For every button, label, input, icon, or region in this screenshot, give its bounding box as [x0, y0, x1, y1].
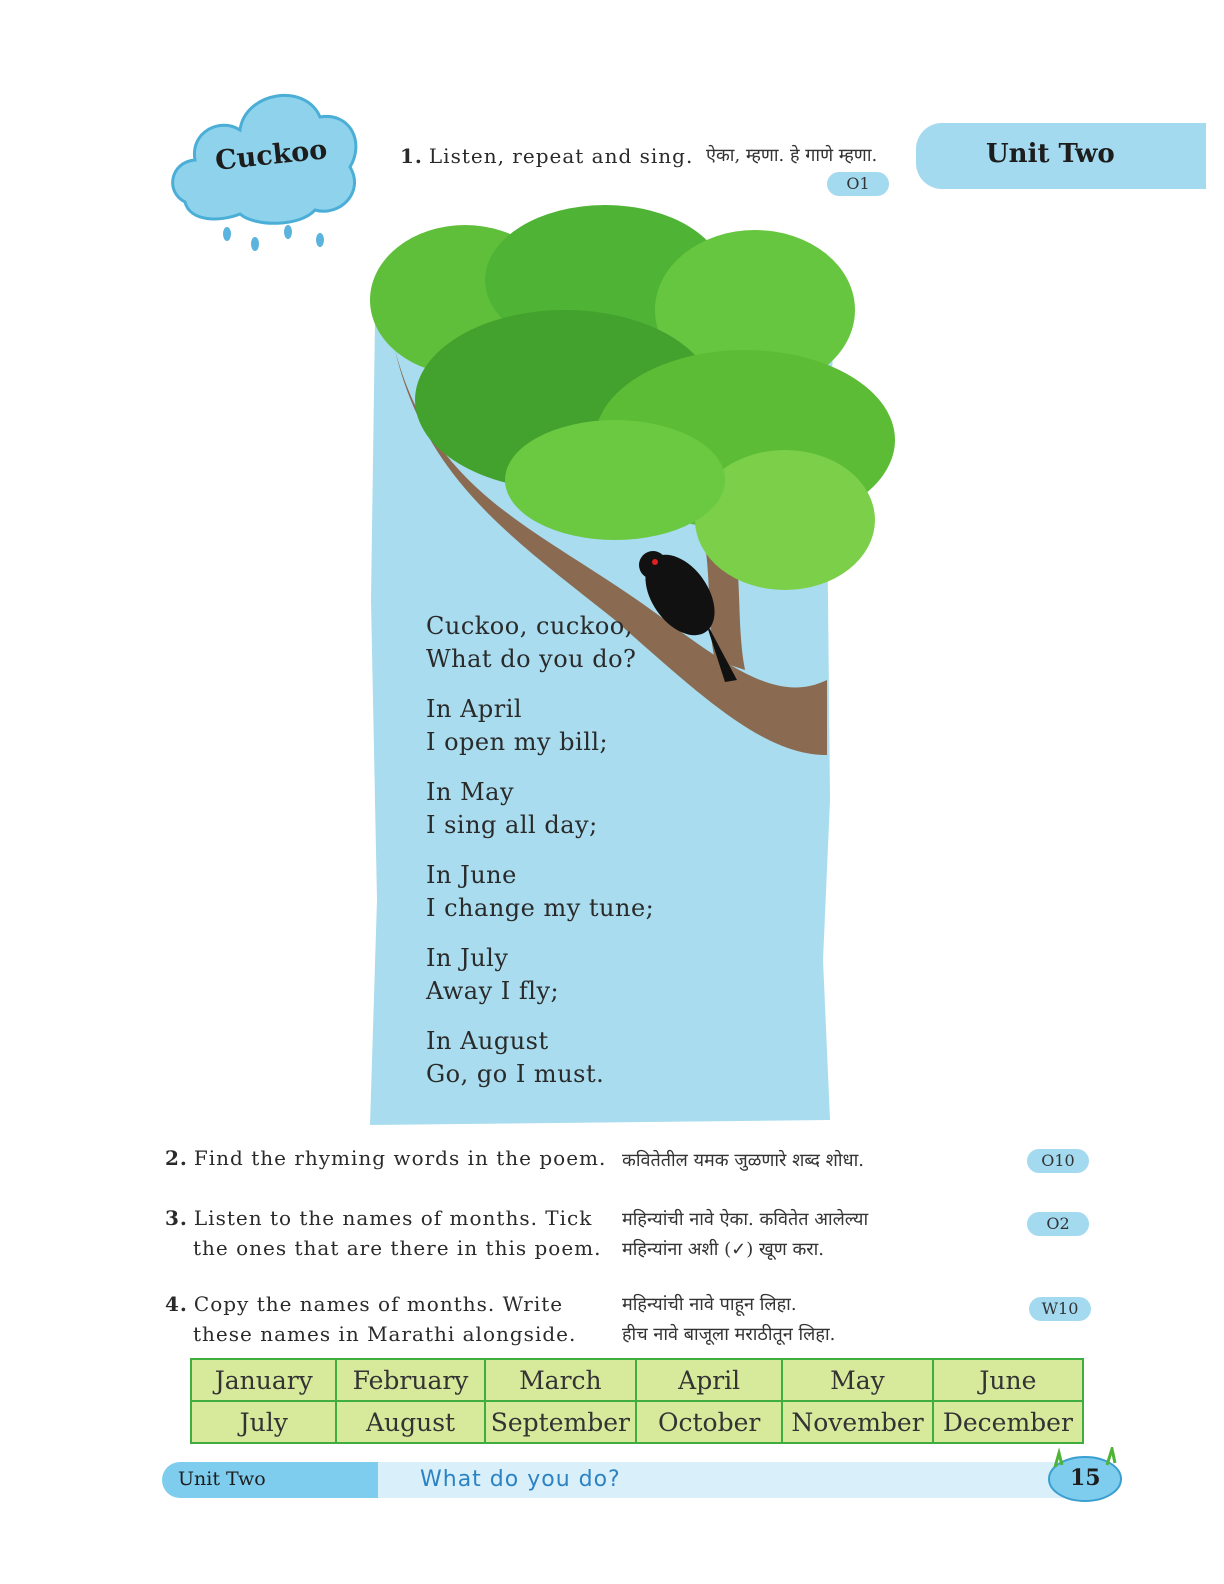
- footer-title-bar: [378, 1462, 1078, 1498]
- poem-line: In August: [426, 1027, 549, 1055]
- question-2: [165, 1143, 606, 1173]
- question-1: [400, 141, 693, 171]
- page-number: 15: [1070, 1465, 1101, 1491]
- month-cell: November: [782, 1401, 933, 1443]
- month-cell: January: [191, 1359, 336, 1401]
- skill-badge: O10: [1027, 1149, 1089, 1173]
- poem-line: In April: [426, 695, 523, 723]
- table-row: [191, 1401, 1083, 1443]
- month-cell: December: [933, 1401, 1083, 1443]
- month-cell: September: [485, 1401, 637, 1443]
- month-cell: August: [336, 1401, 484, 1443]
- skill-badge: W10: [1029, 1297, 1091, 1321]
- poem-stanza: [426, 776, 654, 842]
- poem-line: In July: [426, 944, 509, 972]
- poem-line: In May: [426, 778, 515, 806]
- poem-stanza: [426, 859, 654, 925]
- question-text: Listen to the names of months. Tick: [193, 1206, 593, 1230]
- question-number: 2.: [165, 1146, 188, 1170]
- unit-tab: [916, 123, 1206, 189]
- marathi-line: महिन्यांना अशी (✓) खूण करा.: [622, 1239, 825, 1260]
- skill-badge: O1: [827, 172, 889, 196]
- poem-line: In June: [426, 861, 517, 889]
- poem-line: Go, go I must.: [426, 1060, 605, 1088]
- footer-unit-label: Unit Two: [178, 1468, 266, 1490]
- poem-stanza: [426, 610, 654, 676]
- poem-stanza: [426, 1025, 654, 1091]
- question-text: these names in Marathi alongside.: [193, 1322, 577, 1346]
- month-cell: March: [485, 1359, 637, 1401]
- month-cell: February: [336, 1359, 484, 1401]
- month-cell: October: [636, 1401, 782, 1443]
- question-text: Listen, repeat and sing.: [428, 144, 694, 168]
- skill-badge: O2: [1027, 1212, 1089, 1236]
- poem-line: What do you do?: [426, 645, 637, 673]
- poem-stanza: [426, 693, 654, 759]
- question-text: the ones that are there in this poem.: [193, 1236, 602, 1260]
- question-3-marathi: [622, 1205, 868, 1265]
- poem-line: I change my tune;: [426, 894, 655, 922]
- poem: [426, 610, 654, 1091]
- poem-line: I sing all day;: [426, 811, 598, 839]
- question-4: [165, 1289, 576, 1349]
- marathi-line: महिन्यांची नावे पाहून लिहा.: [622, 1294, 797, 1315]
- question-number: 4.: [165, 1292, 188, 1316]
- month-cell: July: [191, 1401, 336, 1443]
- table-row: [191, 1359, 1083, 1401]
- question-2-marathi: कवितेतील यमक जुळणारे शब्द शोधा.: [622, 1150, 865, 1171]
- lesson-title: Cuckoo: [213, 134, 329, 177]
- question-4-marathi: [622, 1290, 835, 1350]
- poem-line: I open my bill;: [426, 728, 609, 756]
- question-text: Copy the names of months. Write: [193, 1292, 564, 1316]
- marathi-line: महिन्यांची नावे ऐका. कवितेत आलेल्या: [622, 1209, 869, 1230]
- question-number: 3.: [165, 1206, 188, 1230]
- poem-line: Away I fly;: [426, 977, 560, 1005]
- footer-unit: [162, 1462, 378, 1498]
- question-1-marathi: ऐका, म्हणा. हे गाणे म्हणा.: [706, 145, 878, 166]
- question-3: [165, 1203, 601, 1263]
- poem-line: Cuckoo, cuckoo,: [426, 612, 633, 640]
- month-cell: April: [636, 1359, 782, 1401]
- question-text: Find the rhyming words in the poem.: [193, 1146, 607, 1170]
- footer-title: What do you do?: [420, 1467, 621, 1492]
- months-table: [190, 1358, 1084, 1444]
- month-cell: June: [933, 1359, 1083, 1401]
- marathi-line: हीच नावे बाजूला मराठीतून लिहा.: [622, 1324, 836, 1345]
- poem-stanza: [426, 942, 654, 1008]
- question-number: 1.: [400, 144, 423, 168]
- unit-label: Unit Two: [986, 139, 1115, 169]
- month-cell: May: [782, 1359, 933, 1401]
